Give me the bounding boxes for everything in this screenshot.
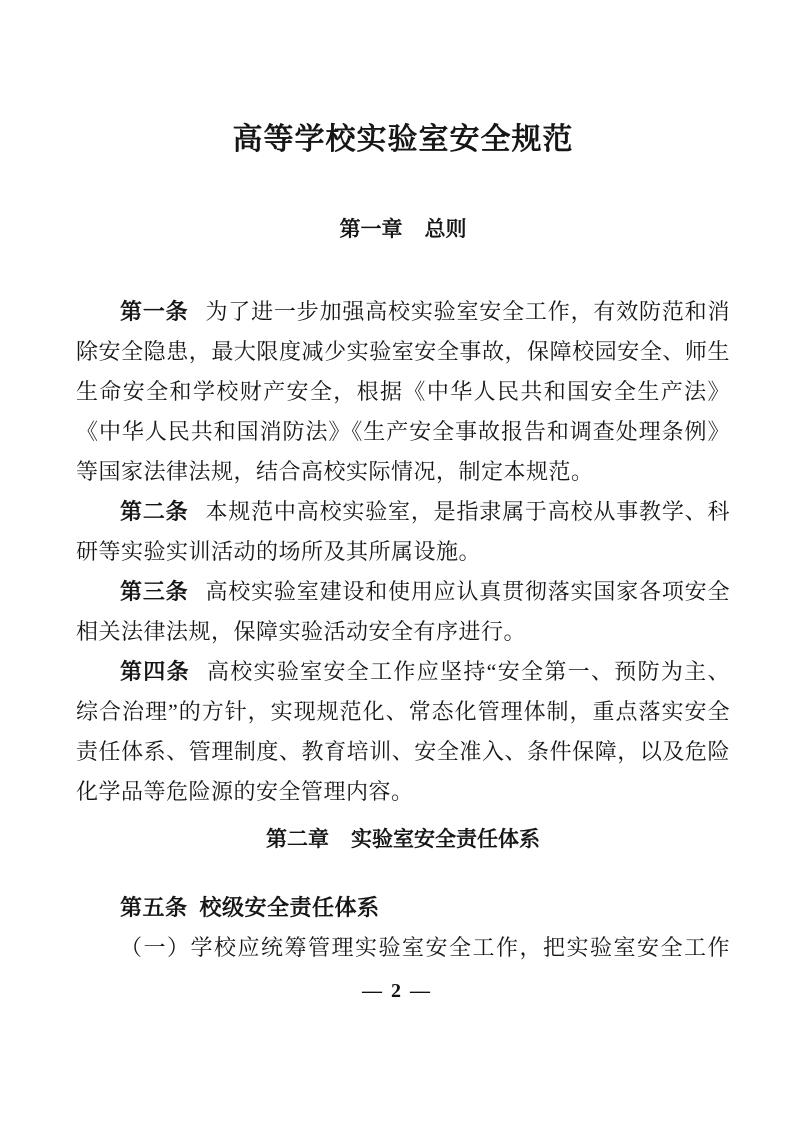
article-1-paragraph [76,292,730,492]
chapter-1-number: 第一章 [339,218,403,241]
chapter-2-number: 第二章 [266,828,329,851]
article-1-text: 为了进一步加强高校实验室安全工作，有效防范和消除安全隐患，最大限度减少实验室安全事故，保障校园安全、师生生命安全和学校财产安全，根据《中华人民共和国安全生产法》《中华人民共和国消防法》《生产安全事故报告和调查处理条例》等国家法律法规，结合高校实际情况，制定本规范。 [76,299,730,484]
article-3-number: 第三条 [120,579,189,604]
article-1-number: 第一条 [120,299,189,324]
article-4-number: 第四条 [120,659,190,684]
article-4-text: 高校实验室安全工作应坚持“安全第一、预防为主、综合治理”的方针，实现规范化、常态化管理体制，重点落实安全责任体系、管理制度、教育培训、安全准入、条件保障，以及危险化学品等危险源的安全管理内容。 [76,659,730,804]
document-title: 高等学校实验室安全规范 [232,123,574,156]
chapter-2-heading [76,824,730,856]
chapter-1-title: 总则 [424,218,467,241]
article-5-clause-1: （一）学校应统筹管理实验室安全工作，把实验室安全工作 [120,935,730,960]
article-3-paragraph [76,572,730,652]
page-content [76,0,730,968]
chapter-1-body [76,292,730,812]
article-3-text: 高校实验室建设和使用应认真贯彻落实国家各项安全相关法律法规，保障实验活动安全有序进行。 [76,579,730,644]
article-4-paragraph [76,652,730,812]
chapter-2-body [76,888,730,968]
chapter-2-title: 实验室安全责任体系 [351,828,540,851]
article-2-number: 第二条 [120,499,189,524]
article-5-title: 校级安全责任体系 [199,895,380,920]
page-number: — 2 — [362,980,432,1002]
article-2-paragraph [76,492,730,572]
chapter-1-heading [76,214,730,246]
article-5-heading [76,888,730,928]
article-5-number: 第五条 [120,895,188,920]
article-2-text: 本规范中高校实验室，是指隶属于高校从事教学、科研等实验实训活动的场所及其所属设施。 [76,499,730,564]
